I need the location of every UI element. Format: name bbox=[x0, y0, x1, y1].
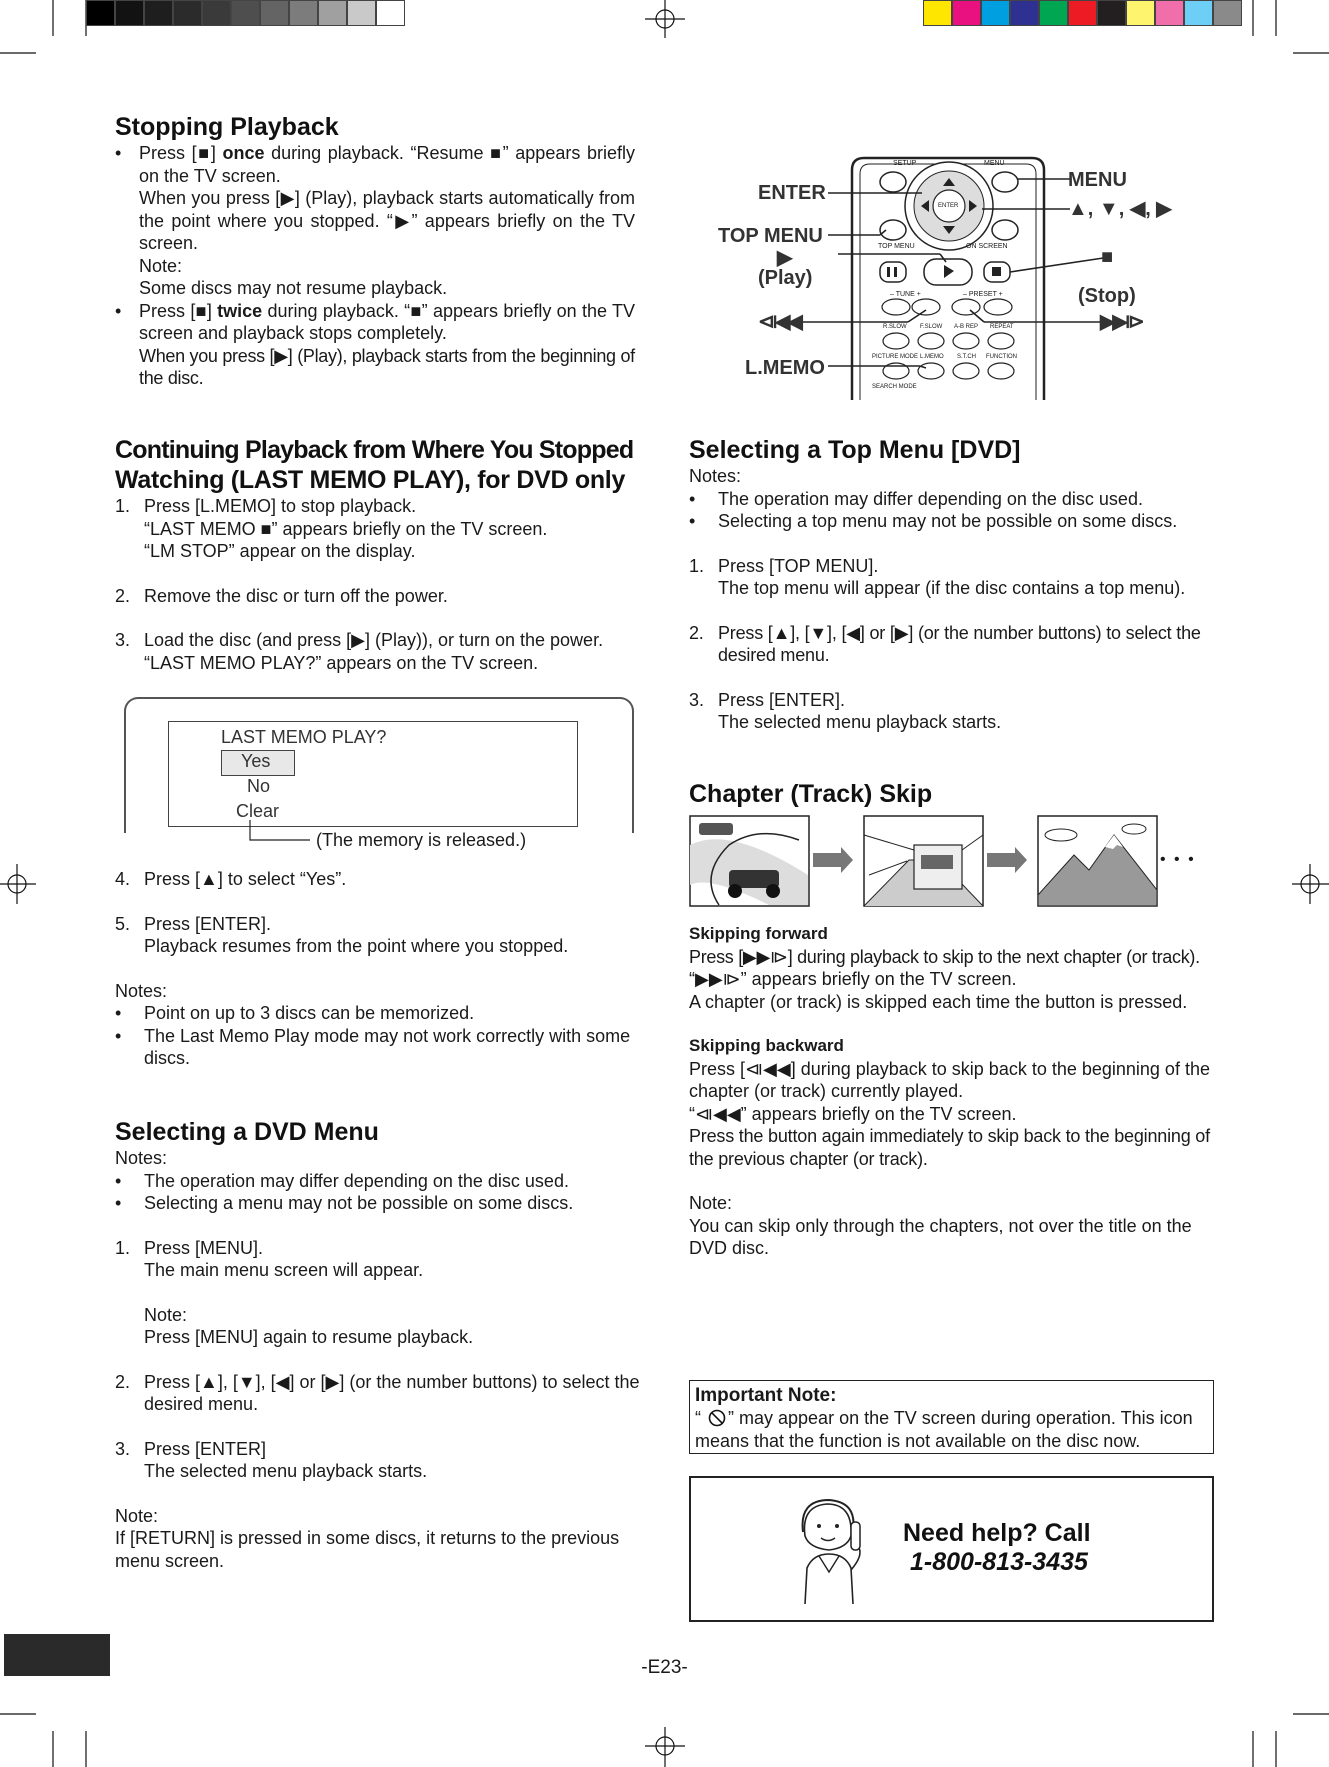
dialog-option-no[interactable]: No bbox=[247, 776, 271, 796]
last-memo-notes-label: Notes: bbox=[115, 980, 168, 1001]
chapter-skip-note-label: Note: bbox=[689, 1193, 733, 1213]
remote-btn-stch-label: S.T.CH bbox=[957, 354, 977, 360]
top-menu-notes-label: Notes: bbox=[689, 466, 742, 486]
gray-swatch-1 bbox=[86, 0, 115, 26]
remote-btn-fslow-label: F.SLOW bbox=[920, 324, 943, 330]
last-memo-dialog bbox=[168, 721, 578, 827]
chapter-skip-illustration bbox=[689, 815, 1219, 915]
color-swatch-1 bbox=[923, 0, 952, 26]
stop-bullet-1-note-text: Some discs may not resume playback. bbox=[139, 278, 448, 298]
gray-swatch-4 bbox=[173, 0, 202, 26]
remote-btn-topmenu-label: TOP MENU bbox=[878, 243, 915, 250]
remote-btn-picmode-label: PICTURE MODE bbox=[872, 354, 919, 360]
color-swatch-3 bbox=[981, 0, 1010, 26]
important-note-title: Important Note: bbox=[695, 1385, 837, 1406]
color-swatch-2 bbox=[952, 0, 981, 26]
race-car-scene-icon bbox=[690, 816, 809, 906]
color-swatch-4 bbox=[1010, 0, 1039, 26]
gray-swatch-10 bbox=[347, 0, 376, 26]
last-memo-step-3a: “LAST MEMO PLAY?” appears on the TV screen. bbox=[144, 652, 539, 673]
gray-calibration-bar bbox=[86, 0, 405, 26]
color-swatch-11 bbox=[1213, 0, 1242, 26]
gray-swatch-7 bbox=[260, 0, 289, 26]
dvd-menu-note-2: • Selecting a menu may not be possible on some discs. bbox=[115, 1193, 574, 1213]
skip-forward-text-2: “▶▶⧐” appears briefly on the TV screen. bbox=[689, 969, 1017, 989]
gray-swatch-6 bbox=[231, 0, 260, 26]
gray-swatch-5 bbox=[202, 0, 231, 26]
top-menu-step-2: 2. Press [▲], [▼], [◀] or [▶] (or the number buttons) to select the desired menu. bbox=[689, 622, 1201, 665]
remote-label-stop: (Stop) bbox=[1078, 285, 1136, 307]
dvd-menu-notes-label: Notes: bbox=[115, 1148, 168, 1168]
chapter-skip-title-wrap bbox=[689, 779, 932, 809]
top-menu-step-1a: The top menu will appear (if the disc contains a top menu). bbox=[718, 578, 1186, 598]
top-menu-step-3a: The selected menu playback starts. bbox=[718, 712, 1002, 732]
registration-target-left-icon bbox=[0, 864, 36, 904]
top-menu-step-1: 1. Press [TOP MENU]. bbox=[689, 555, 879, 576]
stop-bullet-2-line2: When you press [▶] (Play), playback starts from the beginning of the disc. bbox=[139, 345, 635, 388]
last-memo-title-line2: Watching (LAST MEMO PLAY), for DVD only bbox=[115, 466, 626, 494]
more-frames-dots: • • • bbox=[1160, 851, 1196, 868]
train-tunnel-scene-icon bbox=[864, 816, 983, 906]
prohibited-icon bbox=[706, 1409, 728, 1427]
dvd-menu-note-1: • The operation may differ depending on the disc used. bbox=[115, 1170, 569, 1191]
gray-swatch-8 bbox=[289, 0, 318, 26]
gray-swatch-3 bbox=[144, 0, 173, 26]
color-calibration-bar bbox=[923, 0, 1242, 26]
remote-btn-function-label: FUNCTION bbox=[986, 354, 1017, 360]
dialog-title: LAST MEMO PLAY? bbox=[221, 727, 387, 747]
last-memo-step-5: 5. Press [ENTER]. bbox=[115, 913, 272, 934]
skip-forward-title: Skipping forward bbox=[689, 924, 828, 943]
registration-target-bottom-icon bbox=[645, 1727, 685, 1767]
remote-label-menu: MENU bbox=[1068, 169, 1127, 191]
stopping-playback-section bbox=[115, 112, 635, 390]
help-phone-number[interactable]: 1-800-813-3435 bbox=[910, 1548, 1088, 1576]
stop-bullet-1-line2: When you press [▶] (Play), playback starts automatically from the point where you stopped. “▶” appears briefly on the TV screen. bbox=[139, 188, 635, 253]
remote-btn-menu-label: MENU bbox=[984, 160, 1005, 167]
dvd-menu-step-3a: The selected menu playback starts. bbox=[144, 1461, 428, 1481]
top-menu-step-3: 3. Press [ENTER]. bbox=[689, 689, 846, 710]
stop-icon: ■ bbox=[196, 143, 211, 163]
dvd-menu-step-1a: The main menu screen will appear. bbox=[144, 1260, 424, 1280]
gray-swatch-9 bbox=[318, 0, 347, 26]
play-icon: ▶ bbox=[777, 247, 793, 269]
remote-btn-onscreen-label: ON SCREEN bbox=[966, 243, 1008, 250]
gray-swatch-2 bbox=[115, 0, 144, 26]
help-box bbox=[689, 1476, 1214, 1622]
remote-btn-setup-label: SETUP bbox=[893, 160, 917, 167]
dvd-menu-step-1: 1. Press [MENU]. bbox=[115, 1237, 264, 1258]
top-menu-title: Selecting a Top Menu [DVD] bbox=[689, 436, 1021, 464]
arrow-keys-icon: ▲, ▼, ◀, ▶ bbox=[1068, 198, 1172, 220]
top-menu-section bbox=[689, 435, 1219, 734]
remote-btn-tune-label: – TUNE + bbox=[890, 291, 921, 298]
dvd-menu-note-label: Note: bbox=[115, 1505, 159, 1526]
memory-released-caption: (The memory is released.) bbox=[316, 830, 527, 850]
color-swatch-10 bbox=[1184, 0, 1213, 26]
important-note-text: “ ” may appear on the TV screen during operation. This icon means that the function is not available on the disc now. bbox=[695, 1408, 1193, 1451]
chapter-skip-note-text: You can skip only through the chapters, not over the title on the DVD disc. bbox=[689, 1215, 1192, 1258]
last-memo-step-4: 4. Press [▲] to select “Yes”. bbox=[115, 869, 347, 889]
color-swatch-5 bbox=[1039, 0, 1068, 26]
mountain-scene-icon bbox=[1038, 816, 1157, 906]
dvd-menu-title: Selecting a DVD Menu bbox=[115, 1118, 379, 1146]
dvd-menu-step-2: 2. Press [▲], [▼], [◀] or [▶] (or the number buttons) to select the desired menu. bbox=[115, 1371, 640, 1414]
help-line-1: Need help? Call bbox=[903, 1519, 1091, 1547]
last-memo-step-1a: “LAST MEMO ■” appears briefly on the TV screen. bbox=[144, 518, 548, 539]
last-memo-section bbox=[115, 435, 645, 674]
remote-btn-search-label: SEARCH MODE bbox=[872, 384, 917, 390]
remote-label-play: (Play) bbox=[758, 267, 813, 289]
last-memo-step-2: 2. Remove the disc or turn off the power. bbox=[115, 585, 448, 606]
remote-btn-rslow-label: R.SLOW bbox=[883, 324, 907, 330]
dialog-option-clear[interactable]: Clear bbox=[236, 801, 280, 821]
last-memo-step-5a: Playback resumes from the point where you stopped. bbox=[144, 936, 569, 956]
dvd-menu-step-1-note-label: Note: bbox=[144, 1304, 188, 1325]
last-memo-section-cont bbox=[115, 868, 645, 1070]
remote-illustration bbox=[700, 150, 1180, 400]
last-memo-step-1b: “LM STOP” appear on the display. bbox=[144, 541, 416, 561]
skip-backward-text-3: Press the button again immediately to skip back to the beginning of the previous chapter (or track). bbox=[689, 1126, 1210, 1169]
stopping-playback-title: Stopping Playback bbox=[115, 113, 339, 141]
last-memo-title-line1: Continuing Playback from Where You Stopped bbox=[115, 436, 634, 464]
skip-backward-title: Skipping backward bbox=[689, 1036, 844, 1055]
support-agent-icon bbox=[783, 1496, 873, 1606]
color-swatch-9 bbox=[1155, 0, 1184, 26]
next-chapter-icon: ▶▶⧐ bbox=[1100, 311, 1142, 333]
remote-btn-abrep-label: A-B REP bbox=[954, 324, 979, 330]
color-swatch-7 bbox=[1097, 0, 1126, 26]
page-number: -E23- bbox=[641, 1657, 688, 1678]
color-swatch-6 bbox=[1068, 0, 1097, 26]
last-memo-note-2: • The Last Memo Play mode may not work correctly with some discs. bbox=[115, 1025, 631, 1068]
stop-bullet-1: • Press [■] once during playback. “Resume ■” appears briefly on the TV screen. bbox=[115, 143, 635, 186]
skip-forward-text-3: A chapter (or track) is skipped each time the button is pressed. bbox=[689, 991, 1188, 1012]
previous-chapter-icon: ⧏◀◀ bbox=[758, 311, 800, 333]
chapter-skip-title: Chapter (Track) Skip bbox=[689, 780, 933, 808]
last-memo-step-1: 1. Press [L.MEMO] to stop playback. bbox=[115, 496, 417, 516]
chapter-skip-section bbox=[689, 923, 1217, 1260]
remote-label-lmemo: L.MEMO bbox=[745, 357, 825, 379]
remote-label-top-menu: TOP MENU bbox=[718, 225, 823, 247]
skip-backward-text-1: Press [⧏◀◀] during playback to skip back to the beginning of the chapter (or track) currently played. bbox=[689, 1058, 1210, 1101]
registration-target-right-icon bbox=[1292, 864, 1329, 904]
last-memo-step-3: 3. Load the disc (and press [▶] (Play)), or turn on the power. bbox=[115, 630, 604, 650]
stop-icon: ■ bbox=[1101, 246, 1114, 268]
last-memo-note-1: • Point on up to 3 discs can be memorized. bbox=[115, 1003, 475, 1023]
stop-icon: ■ bbox=[195, 300, 207, 321]
dvd-menu-section bbox=[115, 1117, 645, 1572]
remote-btn-preset-label: – PRESET + bbox=[963, 291, 1003, 298]
remote-btn-repeat-label: REPEAT bbox=[990, 324, 1014, 330]
color-swatch-8 bbox=[1126, 0, 1155, 26]
remote-btn-lmemo-label: L.MEMO bbox=[920, 354, 944, 360]
dvd-menu-note-text: If [RETURN] is pressed in some discs, it returns to the previous menu screen. bbox=[115, 1528, 620, 1571]
top-menu-note-1: • The operation may differ depending on the disc used. bbox=[689, 488, 1143, 509]
skip-backward-text-2: “⧏◀◀” appears briefly on the TV screen. bbox=[689, 1103, 1017, 1124]
dvd-menu-step-3: 3. Press [ENTER] bbox=[115, 1438, 267, 1459]
skip-forward-text-1: Press [▶▶⧐] during playback to skip to the next chapter (or track). bbox=[689, 946, 1200, 967]
remote-label-enter: ENTER bbox=[758, 182, 826, 204]
top-menu-note-2: • Selecting a top menu may not be possible on some discs. bbox=[689, 511, 1178, 531]
remote-btn-enter-label: ENTER bbox=[938, 203, 959, 209]
dvd-menu-step-1-note-text: Press [MENU] again to resume playback. bbox=[144, 1327, 474, 1347]
dialog-option-yes[interactable]: Yes bbox=[241, 751, 271, 771]
stop-bullet-1-note-label: Note: bbox=[139, 255, 183, 276]
registration-target-top-icon bbox=[645, 0, 685, 38]
gray-swatch-11 bbox=[376, 0, 405, 26]
stop-bullet-2: • Press [■] twice during playback. “■” appears briefly on the TV screen and playback stops completely. bbox=[115, 300, 635, 343]
important-note-box bbox=[689, 1380, 1214, 1454]
